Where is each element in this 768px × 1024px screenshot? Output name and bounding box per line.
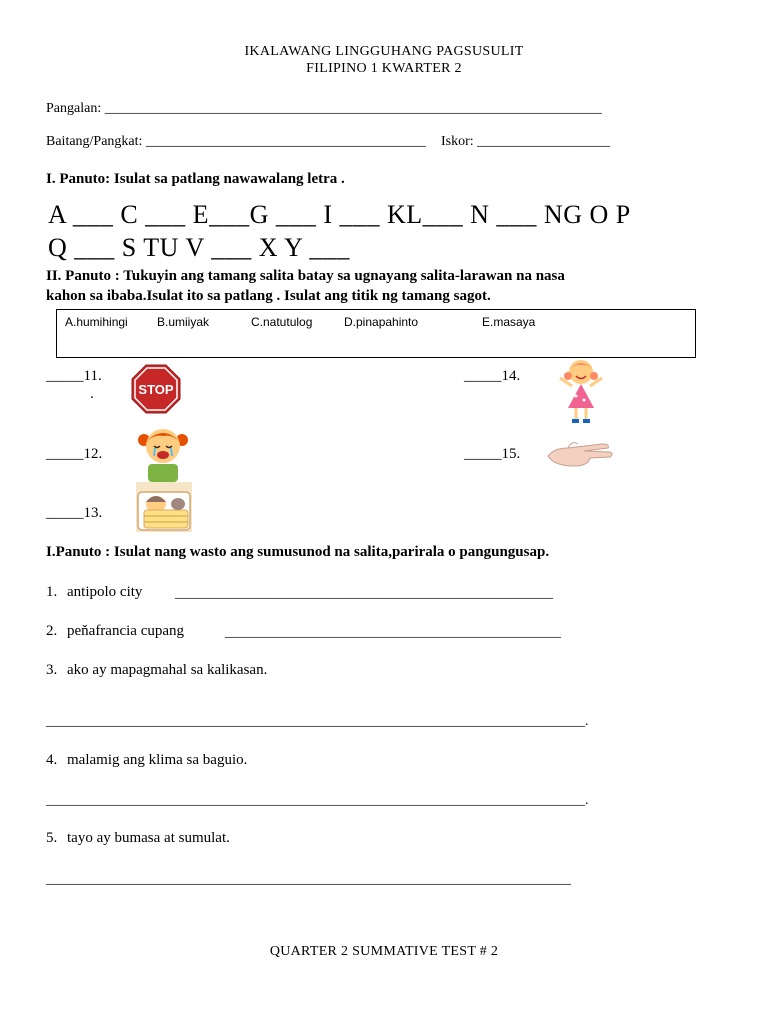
part3-item-5-number: 5. bbox=[46, 830, 58, 846]
part3-item-2-answer-line[interactable]: ________________________________________________ bbox=[225, 625, 561, 640]
choice-b: B.umiiyak bbox=[157, 315, 210, 329]
part1-instruction: I. Panuto: Isulat sa patlang nawawalang letra . bbox=[46, 171, 345, 187]
item-12-label[interactable]: _____12. bbox=[46, 446, 103, 462]
part3-item-4-number: 4. bbox=[46, 752, 58, 768]
score-field[interactable]: Iskor: ___________________ bbox=[441, 134, 611, 149]
part3-item-4-answer-line[interactable]: _____________________________________________________________________________. bbox=[46, 793, 589, 808]
choice-a: A.humihingi bbox=[65, 315, 128, 329]
grade-section-field[interactable]: Baitang/Pangkat: ________________________________________ bbox=[46, 134, 426, 149]
part3-item-4-text: malamig ang klima sa baguio. bbox=[67, 752, 248, 768]
part3-item-5-answer-line[interactable]: ___________________________________________________________________________ bbox=[46, 872, 571, 887]
item-15-label[interactable]: _____15. bbox=[464, 446, 521, 462]
part3-item-2-text: peňafrancia cupang bbox=[67, 623, 185, 639]
part3-item-1-text: antipolo city bbox=[67, 584, 143, 600]
part2-instruction-line2: kahon sa ibaba.Isulat ito sa patlang . Isulat ang titik ng tamang sagot. bbox=[46, 288, 491, 304]
part3-item-1-answer-line[interactable]: ______________________________________________________ bbox=[175, 586, 553, 601]
part3-item-3-answer-line[interactable]: _____________________________________________________________________________. bbox=[46, 714, 589, 729]
sleeping-child-image bbox=[136, 482, 192, 532]
part2-instruction-line1: II. Panuto : Tukuyin ang tamang salita batay sa ugnayang salita-larawan na nasa bbox=[46, 268, 565, 284]
name-field[interactable]: Pangalan: _______________________________________________________________________ bbox=[46, 101, 602, 116]
happy-girl-image bbox=[556, 356, 606, 424]
part3-item-1-number: 1. bbox=[46, 584, 58, 600]
part3-item-5-text: tayo ay bumasa at sumulat. bbox=[67, 830, 230, 846]
item-11-label[interactable]: _____11. bbox=[46, 368, 102, 384]
part3-instruction: I.Panuto : Isulat nang wasto ang sumusunod na salita,parirala o pangungusap. bbox=[46, 544, 550, 560]
choice-c: C.natutulog bbox=[251, 315, 313, 329]
part3-item-3-number: 3. bbox=[46, 662, 58, 678]
stop-sign-text: STOP bbox=[138, 382, 174, 397]
open-hand-image bbox=[544, 436, 616, 470]
part3-item-2-number: 2. bbox=[46, 623, 58, 639]
part3-item-3-text: ako ay mapagmahal sa kalikasan. bbox=[67, 662, 268, 678]
alphabet-line-1: A ___ C ___ E___G ___ I ___ KL___ N ___ NG O P bbox=[48, 200, 631, 229]
page-title: IKALAWANG LINGGUHANG PAGSUSULIT bbox=[244, 44, 524, 59]
stop-sign-image bbox=[131, 364, 181, 414]
item-13-label[interactable]: _____13. bbox=[46, 505, 103, 521]
crying-child-image bbox=[136, 424, 190, 482]
item-14-label[interactable]: _____14. bbox=[464, 368, 521, 384]
alphabet-line-2: Q ___ S TU V ___ X Y ___ bbox=[48, 233, 350, 262]
page-subtitle: FILIPINO 1 KWARTER 2 bbox=[306, 61, 462, 76]
item-11-dot: . bbox=[90, 386, 94, 402]
choice-d: D.pinapahinto bbox=[344, 315, 419, 329]
choice-e: E.masaya bbox=[482, 315, 536, 329]
choices-box bbox=[56, 309, 696, 358]
footer-title: QUARTER 2 SUMMATIVE TEST # 2 bbox=[269, 944, 499, 959]
